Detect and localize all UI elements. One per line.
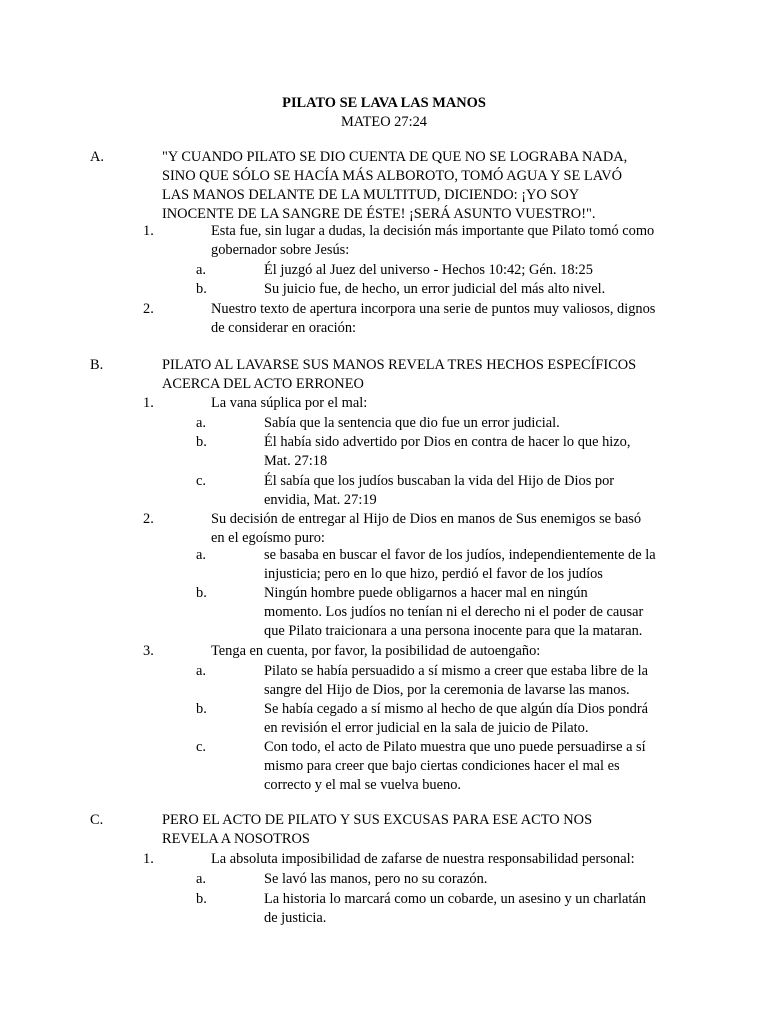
text-line: de justicia. [264,910,327,926]
text-line: Esta fue, sin lugar a dudas, la decisión más importante que Pilato tomó como [211,223,655,239]
text-line: Pilato se había persuadido a sí mismo a creer que estaba libre de la [264,663,649,679]
outline-text [264,414,560,433]
outline-marker: b. [196,585,207,601]
outline-text [211,850,635,869]
text-line: en revisión el error judicial en la sala de juicio de Pilato. [264,720,589,736]
outline-marker: a. [196,547,206,563]
outline-marker: 3. [143,643,154,659]
text-line: mismo para creer que bajo ciertas condiciones hacer el mal es [264,758,620,774]
outline-text [264,870,487,889]
text-line: Con todo, el acto de Pilato muestra que uno puede persuadirse a sí [264,739,646,755]
outline-marker: b. [196,281,207,297]
outline-marker: A. [90,149,104,165]
outline-text [211,510,641,548]
outline-marker: 1. [143,851,154,867]
outline-text [264,738,646,795]
text-line: La historia lo marcará como un cobarde, un asesino y un charlatán [264,891,647,907]
text-line: sangre del Hijo de Dios, por la ceremonia de lavarse las manos. [264,682,630,698]
text-line: INOCENTE DE LA SANGRE DE ÉSTE! ¡SERÁ ASUNTO VUESTRO!". [162,206,596,222]
text-line: ACERCA DEL ACTO ERRONEO [162,376,364,392]
text-line: "Y CUANDO PILATO SE DIO CUENTA DE QUE NO SE LOGRABA NADA, [162,149,628,165]
outline-text [211,642,540,661]
text-line: se basaba en buscar el favor de los judíos, independientemente de la [264,547,656,563]
outline-text [264,261,593,280]
outline-marker: b. [196,891,207,907]
outline-marker: C. [90,812,104,828]
text-line: Sabía que la sentencia que dio fue un error judicial. [264,415,560,431]
page-title: PILATO SE LAVA LAS MANOS [282,95,486,111]
text-line: Su decisión de entregar al Hijo de Dios en manos de Sus enemigos se basó [211,511,642,527]
text-line: La vana súplica por el mal: [211,395,368,411]
text-line: de considerar en oración: [211,320,357,336]
outline-text [211,222,654,260]
text-line: La absoluta imposibilidad de zafarse de nuestra responsabilidad personal: [211,851,635,867]
text-line: que Pilato traicionara a una persona inocente para que la mataran. [264,623,643,639]
outline-text [264,584,643,641]
outline-marker: 1. [143,395,154,411]
text-line: Se lavó las manos, pero no su corazón. [264,871,488,887]
text-line: Él juzgó al Juez del universo - Hechos 10:42; Gén. 18:25 [264,262,593,278]
text-line: Ningún hombre puede obligarnos a hacer mal en ningún [264,585,588,601]
text-line: injusticia; pero en lo que hizo, perdió el favor de los judíos [264,566,603,582]
text-line: REVELA A NOSOTROS [162,831,310,847]
outline-marker: b. [196,434,207,450]
outline-text [211,394,367,413]
outline-marker: B. [90,357,104,373]
outline-marker: a. [196,663,206,679]
outline-marker: b. [196,701,207,717]
text-line: correcto y el mal se vuelva bueno. [264,777,461,793]
outline-text [211,300,655,338]
outline-marker: 2. [143,301,154,317]
text-line: envidia, Mat. 27:19 [264,492,377,508]
text-line: Nuestro texto de apertura incorpora una serie de puntos muy valiosos, dignos [211,301,656,317]
text-line: Él había sido advertido por Dios en contra de hacer lo que hizo, [264,434,631,450]
outline-text [264,662,648,700]
outline-text [264,890,646,928]
text-line: PERO EL ACTO DE PILATO Y SUS EXCUSAS PARA ESE ACTO NOS [162,812,593,828]
outline-marker: c. [196,473,206,489]
outline-marker: 2. [143,511,154,527]
outline-text [264,700,648,738]
outline-marker: a. [196,415,206,431]
text-line: LAS MANOS DELANTE DE LA MULTITUD, DICIENDO: ¡YO SOY [162,187,580,203]
outline-text [264,472,614,510]
text-line: Mat. 27:18 [264,453,328,469]
outline-marker: a. [196,262,206,278]
text-line: Tenga en cuenta, por favor, la posibilidad de autoengaño: [211,643,541,659]
outline-text [162,811,592,849]
page-subtitle: MATEO 27:24 [341,114,427,130]
outline-marker: a. [196,871,206,887]
text-line: momento. Los judíos no tenían ni el derecho ni el poder de causar [264,604,644,620]
text-line: Se había cegado a sí mismo al hecho de que algún día Dios pondrá [264,701,649,717]
outline-text [162,356,636,394]
text-line: PILATO AL LAVARSE SUS MANOS REVELA TRES HECHOS ESPECÍFICOS [162,357,637,373]
text-line: SINO QUE SÓLO SE HACÍA MÁS ALBOROTO, TOMÓ AGUA Y SE LAVÓ [162,168,623,184]
text-line: Él sabía que los judíos buscaban la vida del Hijo de Dios por [264,473,615,489]
outline-text [162,148,627,224]
outline-marker: c. [196,739,206,755]
text-line: Su juicio fue, de hecho, un error judicial del más alto nivel. [264,281,606,297]
text-line: en el egoísmo puro: [211,530,325,546]
outline-text [264,546,656,584]
outline-text [264,280,605,299]
text-line: gobernador sobre Jesús: [211,242,350,258]
outline-text [264,433,630,471]
outline-marker: 1. [143,223,154,239]
